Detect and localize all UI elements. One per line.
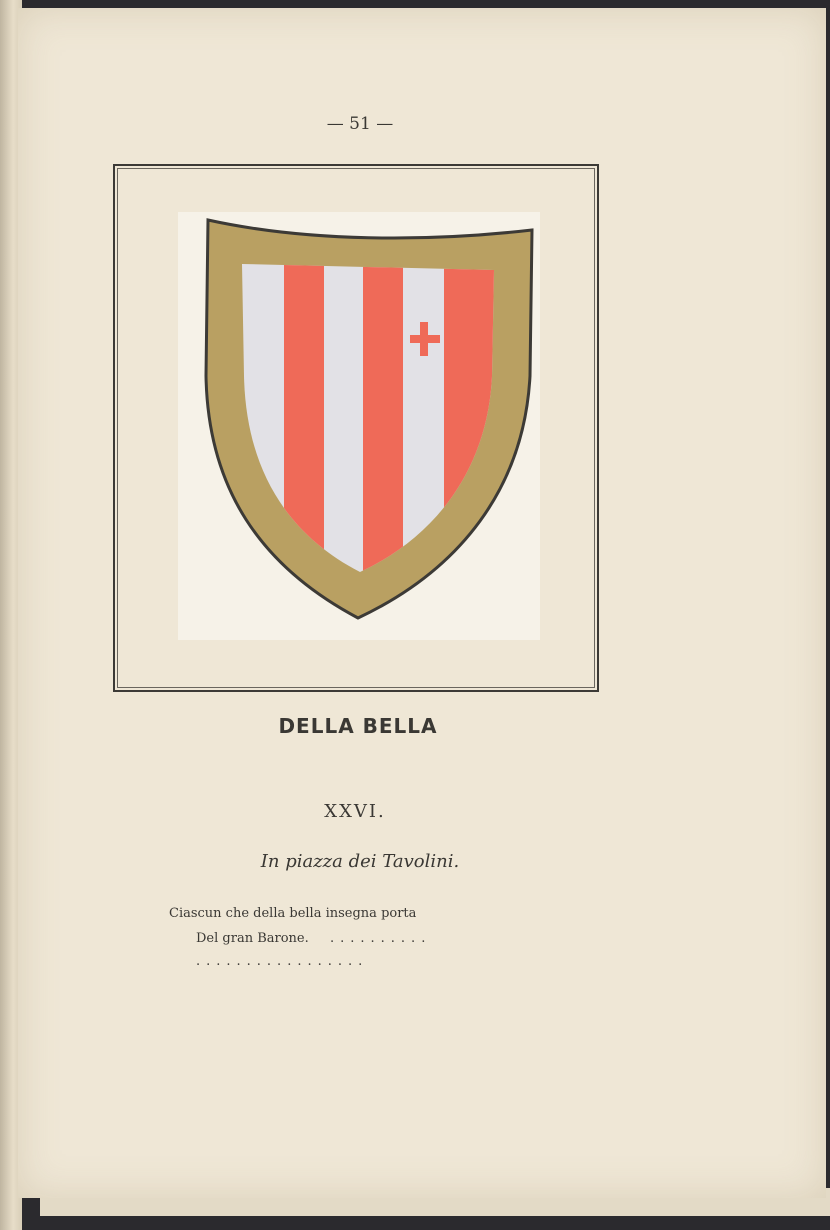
verse-ellipsis-short: .......... [330,931,432,946]
plate-caption: DELLA BELLA [278,714,438,738]
section-numeral: XXVI. [324,801,386,822]
shield-pale-2 [363,256,403,586]
verse-line-2: Del gran Barone. [196,931,309,946]
page-number: — 51 — [326,114,394,134]
verse-line-1: Ciascun che della bella insegna porta [169,906,417,921]
verse-ellipsis-long: ................. [196,954,369,969]
shield-icon [198,216,538,622]
section-subtitle: In piazza dei Tavolini. [260,851,460,872]
